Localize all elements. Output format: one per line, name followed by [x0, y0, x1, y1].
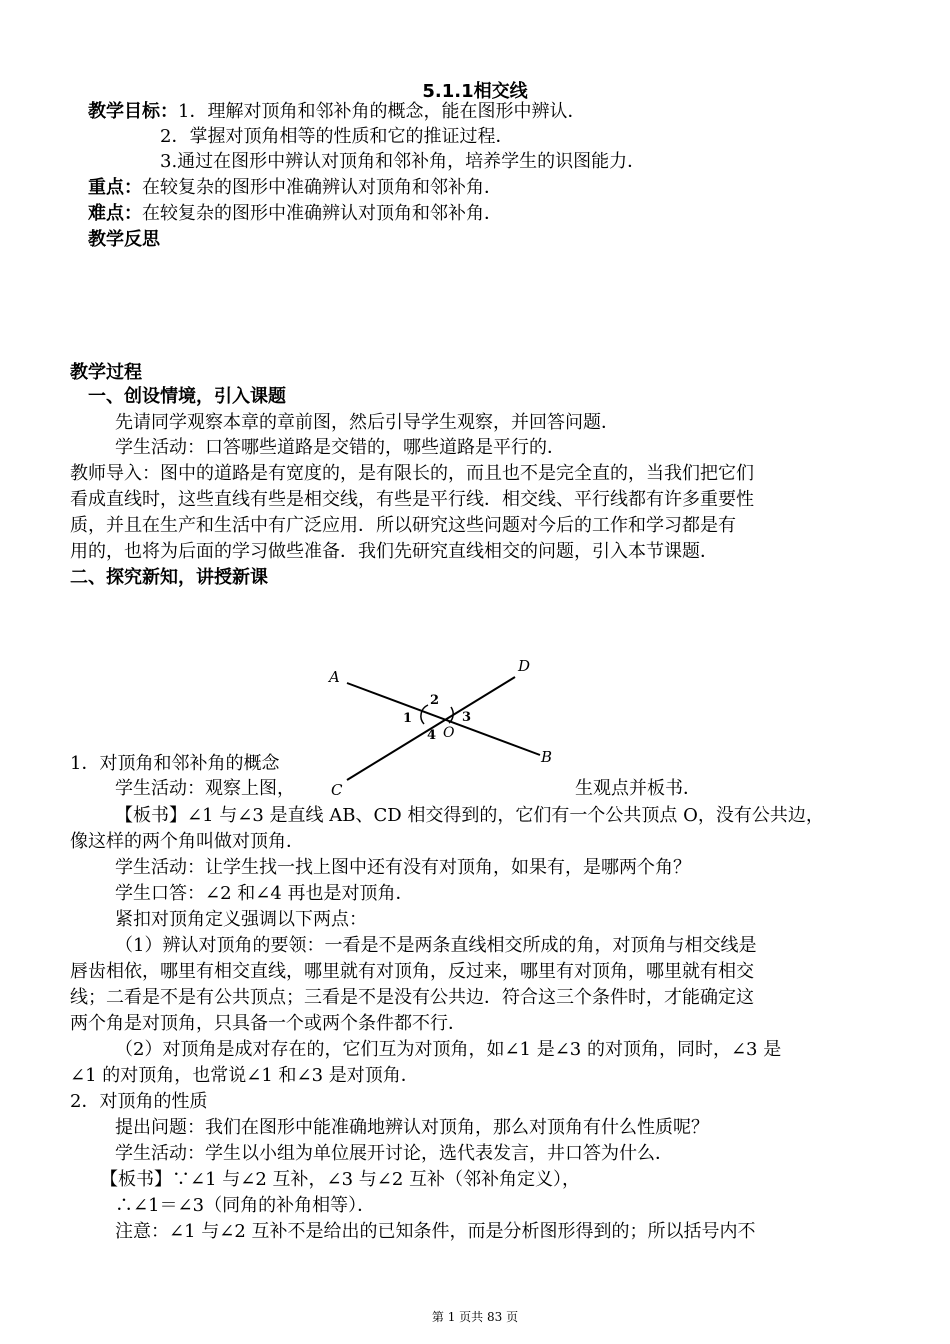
part2-activity: 学生活动：学生以小组为单位展开讨论，选代表发言，井口答为什么．	[115, 1143, 673, 1164]
goal-item-1: 1．理解对顶角和邻补角的概念，能在图形中辨认．	[178, 101, 586, 122]
key-point-label: 重点：	[88, 177, 142, 198]
page-title: 5.1.1相交线	[422, 81, 528, 102]
part1-activity2: 学生活动：让学生找一找上图中还有没有对顶角，如果有，是哪两个角？	[115, 857, 691, 878]
section2-heading: 二、探究新知，讲授新课	[70, 567, 268, 588]
goal-item-2: 2．掌握对顶角相等的性质和它的推证过程．	[160, 126, 514, 147]
key-point-text: 在较复杂的图形中准确辨认对顶角和邻补角．	[142, 177, 502, 198]
section1-heading: 一、创设情境，引入课题	[88, 386, 286, 407]
section1-p2: 学生活动：口答哪些道路是交错的，哪些道路是平行的．	[115, 437, 565, 458]
label-c: C	[331, 781, 343, 795]
difficulty-line	[88, 202, 502, 226]
reflection-heading: 教学反思	[88, 229, 160, 250]
part2-board-2: ∴∠1＝∠3（同角的补角相等）．	[115, 1195, 376, 1216]
part2-note: 注意：∠1 与∠2 互补不是给出的已知条件，而是分析图形得到的；所以括号内不	[115, 1221, 756, 1242]
section1-p1: 先请同学观察本章的章前图，然后引导学生观察，并回答问题．	[115, 412, 619, 433]
point2-line-1: （2）对顶角是成对存在的，它们互为对顶角，如∠1 是∠3 的对顶角，同时，∠3 是	[115, 1039, 782, 1060]
section1-p3-line4: 用的，也将为后面的学习做些准备．我们先研究直线相交的问题，引入本节课题．	[70, 541, 718, 562]
page-footer: 第 1 页共 83 页	[431, 1310, 519, 1324]
part1-activity-start: 学生活动：观察上图，	[115, 778, 295, 799]
label-o: O	[443, 725, 455, 741]
part1-emphasis: 紧扣对顶角定义强调以下两点：	[115, 909, 367, 930]
part1-heading: 1．对顶角和邻补角的概念	[70, 753, 280, 774]
part1-answer: 学生口答：∠2 和∠4 再也是对顶角．	[115, 883, 414, 904]
goals-line-1	[88, 100, 585, 124]
label-angle-3: 3	[462, 710, 472, 725]
point2-line-2: ∠1 的对顶角，也常说∠1 和∠3 是对顶角．	[70, 1065, 419, 1086]
goal-item-3: 3.通过在图形中辨认对顶角和邻补角，培养学生的识图能力．	[160, 151, 646, 172]
part2-heading: 2．对顶角的性质	[70, 1091, 208, 1112]
section1-p3-line1: 教师导入：图中的道路是有宽度的，是有限长的，而且也不是完全直的，当我们把它们	[70, 463, 754, 484]
arc-angle-1	[421, 705, 428, 724]
label-a: A	[329, 668, 340, 686]
point1-line-4: 两个角是对顶角，只具备一个或两个条件都不行．	[70, 1013, 466, 1034]
section1-p3-line3: 质，并且在生产和生活中有广泛应用．所以研究这些问题对今后的工作和学习都是有	[70, 515, 736, 536]
difficulty-label: 难点：	[88, 203, 142, 224]
section1-p3-line2: 看成直线时，这些直线有些是相交线，有些是平行线．相交线、平行线都有许多重要性	[70, 489, 754, 510]
point1-line-2: 唇齿相依，哪里有相交直线，哪里就有对顶角，反过来，哪里有对顶角，哪里就有相交	[70, 961, 754, 982]
board-line-2: 像这样的两个角叫做对顶角．	[70, 831, 304, 852]
difficulty-text: 在较复杂的图形中准确辨认对顶角和邻补角．	[142, 203, 502, 224]
key-point-line	[88, 176, 502, 200]
part1-activity-end: 生观点并板书．	[575, 778, 701, 799]
label-b: B	[541, 748, 553, 766]
part2-board-1: 【板书】∵∠1 与∠2 互补，∠3 与∠2 互补（邻补角定义），	[100, 1169, 581, 1190]
part2-question: 提出问题：我们在图形中能准确地辨认对顶角，那么对顶角有什么性质呢？	[115, 1117, 709, 1138]
point1-line-3: 线；二看是不是有公共顶点；三看是不是没有公共边．符合这三个条件时，才能确定这	[70, 987, 754, 1008]
board-line-1: 【板书】∠1 与∠3 是直线 AB、CD 相交得到的，它们有一个公共顶点 O，没有公共边，	[115, 805, 824, 826]
line-ab	[347, 683, 540, 755]
label-angle-2: 2	[430, 693, 440, 708]
label-angle-1: 1	[403, 711, 413, 726]
point1-line-1: （1）辨认对顶角的要领：一看是不是两条直线相交所成的角，对顶角与相交线是	[115, 935, 757, 956]
label-d: D	[518, 657, 531, 675]
goals-label: 教学目标：	[88, 101, 178, 122]
label-angle-4: 4	[427, 728, 437, 743]
process-heading: 教学过程	[70, 362, 142, 383]
intersecting-lines-figure	[325, 655, 565, 795]
